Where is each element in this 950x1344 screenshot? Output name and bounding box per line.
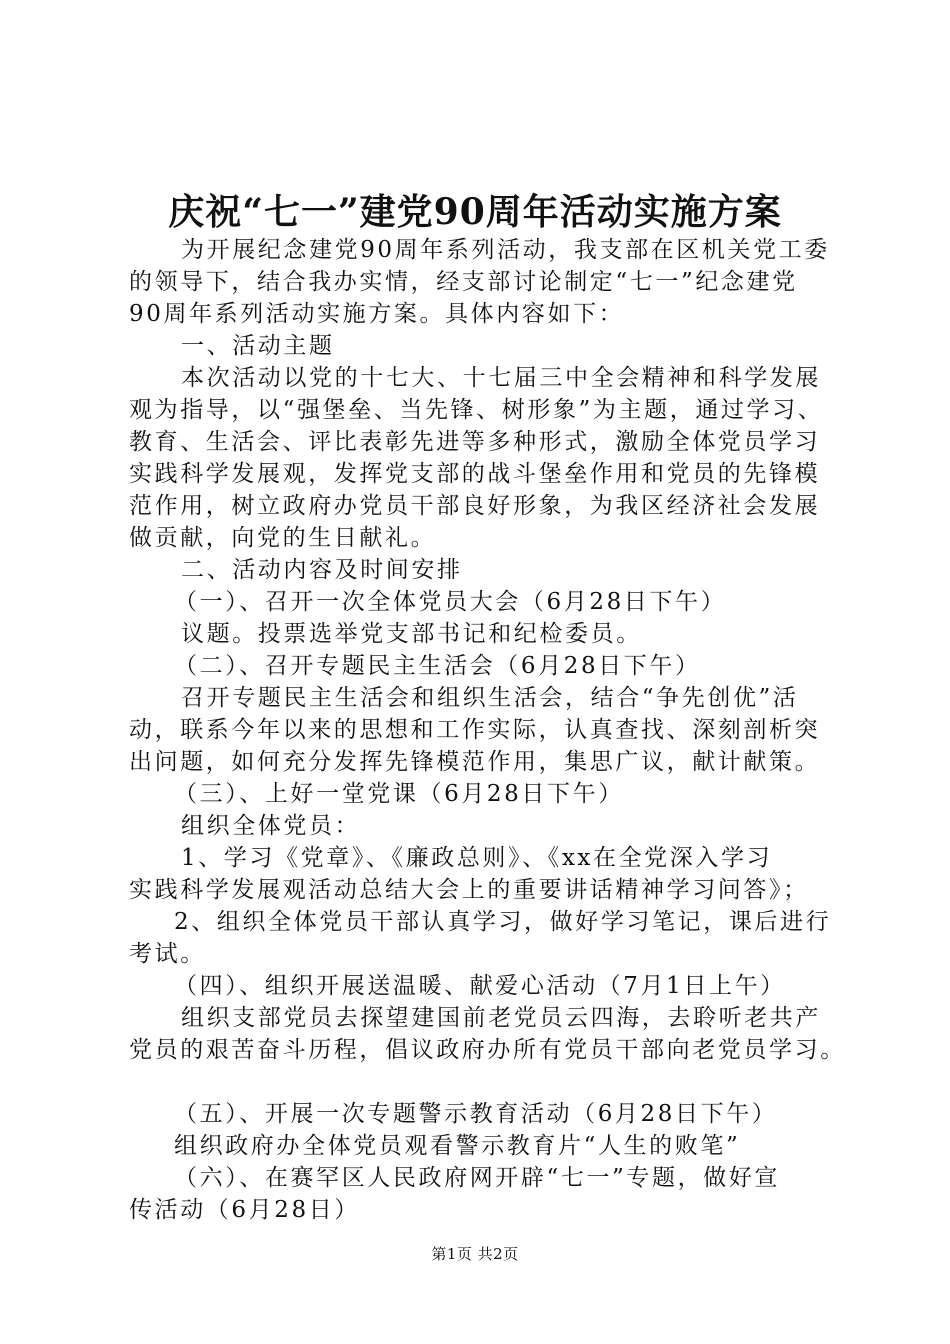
body-line: 议题。投票选举党支部书记和纪检委员。 [181, 621, 642, 647]
body-line: 做贡献，向党的生日献礼。 [129, 525, 437, 551]
body-line: 考试。 [129, 941, 206, 967]
body-line: 出问题，如何充分发挥先锋模范作用，集思广议，献计献策。 [129, 749, 821, 775]
body-line: 本次活动以党的十七大、十七届三中全会精神和科学发展 [181, 365, 821, 391]
body-line: 党员的艰苦奋斗历程，倡议政府办所有党员干部向老党员学习。 [129, 1037, 846, 1063]
body-line: 召开专题民主生活会和组织生活会，结合“争先创优”活 [181, 685, 799, 711]
body-line: 为开展纪念建党90周年系列活动，我支部在区机关党工委 [181, 237, 830, 263]
body-line: 2、组织全体党员干部认真学习，做好学习笔记，课后进行 [174, 909, 832, 935]
body-line: 范作用，树立政府办党员干部良好形象，为我区经济社会发展 [129, 493, 821, 519]
body-line: 实践科学发展观活动总结大会上的重要讲话精神学习问答》； [129, 877, 809, 903]
body-line: 组织全体党员： [181, 813, 361, 839]
document-title: 庆祝“七一”建党90周年活动实施方案 [168, 191, 782, 233]
body-line: 组织支部党员去探望建国前老党员云四海，去聆听老共产 [181, 1005, 821, 1031]
body-line: 组织政府办全体党员观看警示教育片“人生的败笔” [174, 1133, 741, 1159]
subsection-heading: （三）、上好一堂党课（6月28日下午） [174, 781, 624, 807]
body-line: 实践科学发展观，发挥党支部的战斗堡垒作用和党员的先锋模 [129, 461, 821, 487]
body-line: 动，联系今年以来的思想和工作实际，认真查找、深刻剖析突 [129, 717, 821, 743]
body-line: 90周年系列活动实施方案。具体内容如下： [129, 301, 625, 327]
body-line: 1、学习《党章》、《廉政总则》、《xx在全党深入学习 [181, 845, 773, 871]
body-line: 观为指导，以“强堡垒、当先锋、树形象”为主题，通过学习、 [129, 397, 824, 423]
subsection-heading: （一）、召开一次全体党员大会（6月28日下午） [174, 589, 727, 615]
subsection-heading: （五）、开展一次专题警示教育活动（6月28日下午） [174, 1101, 778, 1127]
subsection-heading: （二）、召开专题民主生活会（6月28日下午） [174, 653, 701, 679]
subsection-heading: （六）、在赛罕区人民政府网开辟“七一”专题，做好宣 [174, 1165, 781, 1191]
subsection-heading: （四）、组织开展送温暖、献爱心活动（7月1日上午） [174, 973, 786, 999]
section-heading: 二、活动内容及时间安排 [181, 557, 463, 583]
body-line: 的领导下，结合我办实情，经支部讨论制定“七一”纪念建党 [129, 269, 798, 295]
section-heading: 一、活动主题 [181, 333, 335, 359]
page-number-footer: 第1页 共2页 [431, 1245, 519, 1263]
body-line: 教育、生活会、评比表彰先进等多种形式，激励全体党员学习 [129, 429, 821, 455]
body-line: 传活动（6月28日） [129, 1197, 360, 1223]
